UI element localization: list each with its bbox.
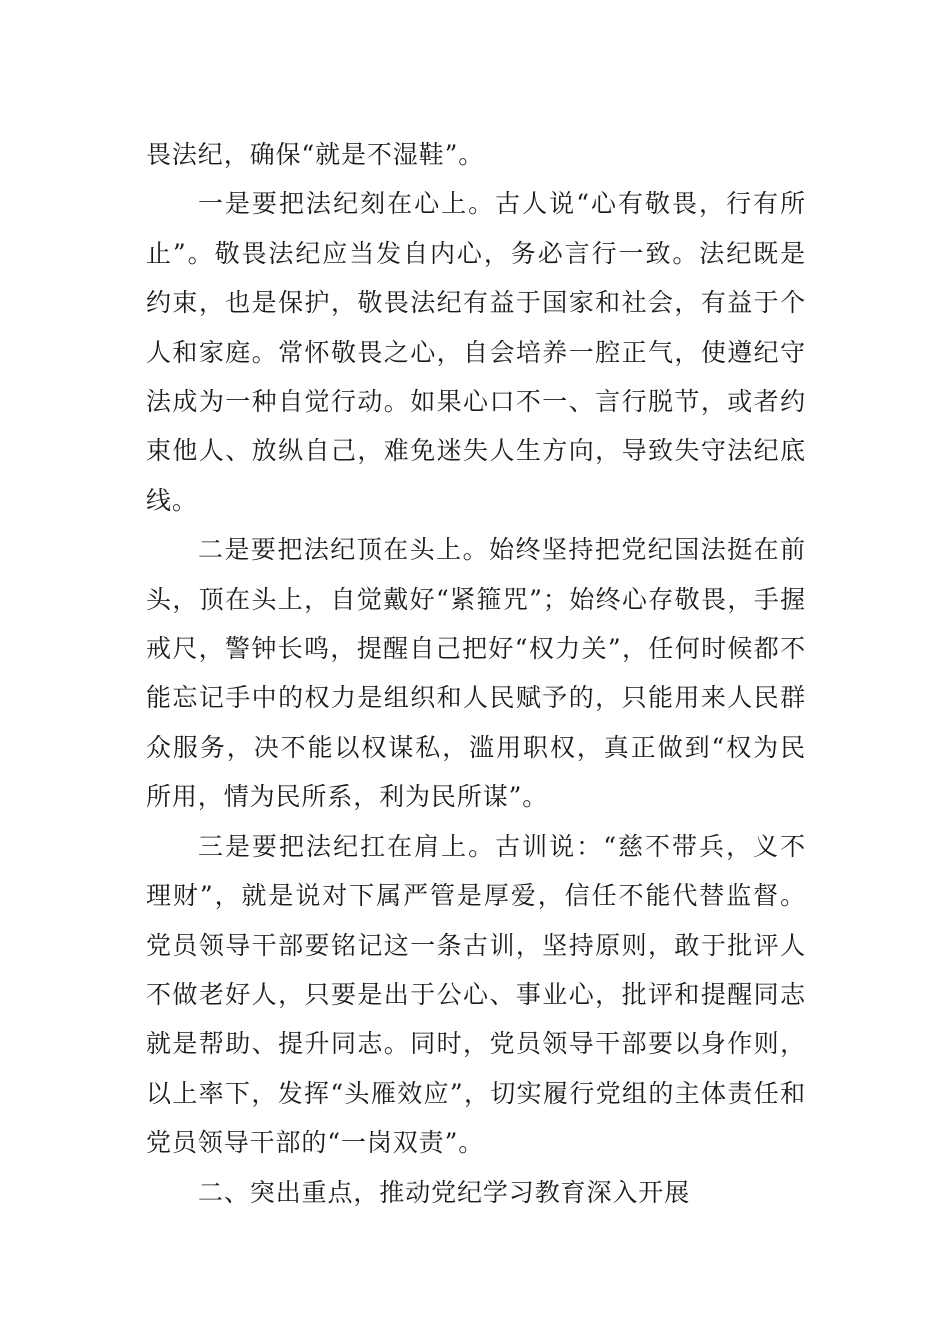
paragraph-point-three: 三是要把法纪扛在肩上。古训说：“慈不带兵，义不理财”，就是说对下属严管是厚爱，信任不能代替监督。党员领导干部要铭记这一条古训，坚持原则，敢于批评人不做老好人，只要是出于公心、事业心，批评和提醒同志就是帮助、提升同志。同时，党员领导干部要以身作则，以上率下，发挥“头雁效应”，切实履行党组的主体责任和党员领导干部的“一岗双责”。	[146, 831, 806, 1158]
paragraph-point-two: 二是要把法纪顶在头上。始终坚持把党纪国法挺在前头，顶在头上，自觉戴好“紧箍咒”；始终心存敬畏，手握戒尺，警钟长鸣，提醒自己把好“权力关”，任何时候都不能忘记手中的权力是组织和人民赋予的，只能用来人民群众服务，决不能以权谋私，滥用职权，真正做到“权为民所用，情为民所系，利为民所谋”。	[146, 535, 806, 812]
paragraph-point-one: 一是要把法纪刻在心上。古人说“心有敬畏，行有所止”。敬畏法纪应当发自内心，务必言行一致。法纪既是约束，也是保护，敬畏法纪有益于国家和社会，有益于个人和家庭。常怀敬畏之心，自会培养一腔正气，使遵纪守法成为一种自觉行动。如果心口不一、言行脱节，或者约束他人、放纵自己，难免迷失人生方向，导致失守法纪底线。	[146, 189, 806, 515]
document-body	[146, 130, 806, 1217]
section-heading: 二、突出重点，推动党纪学习教育深入开展	[198, 1177, 691, 1207]
paragraph-continuation: 畏法纪，确保“就是不湿鞋”。	[146, 140, 485, 169]
